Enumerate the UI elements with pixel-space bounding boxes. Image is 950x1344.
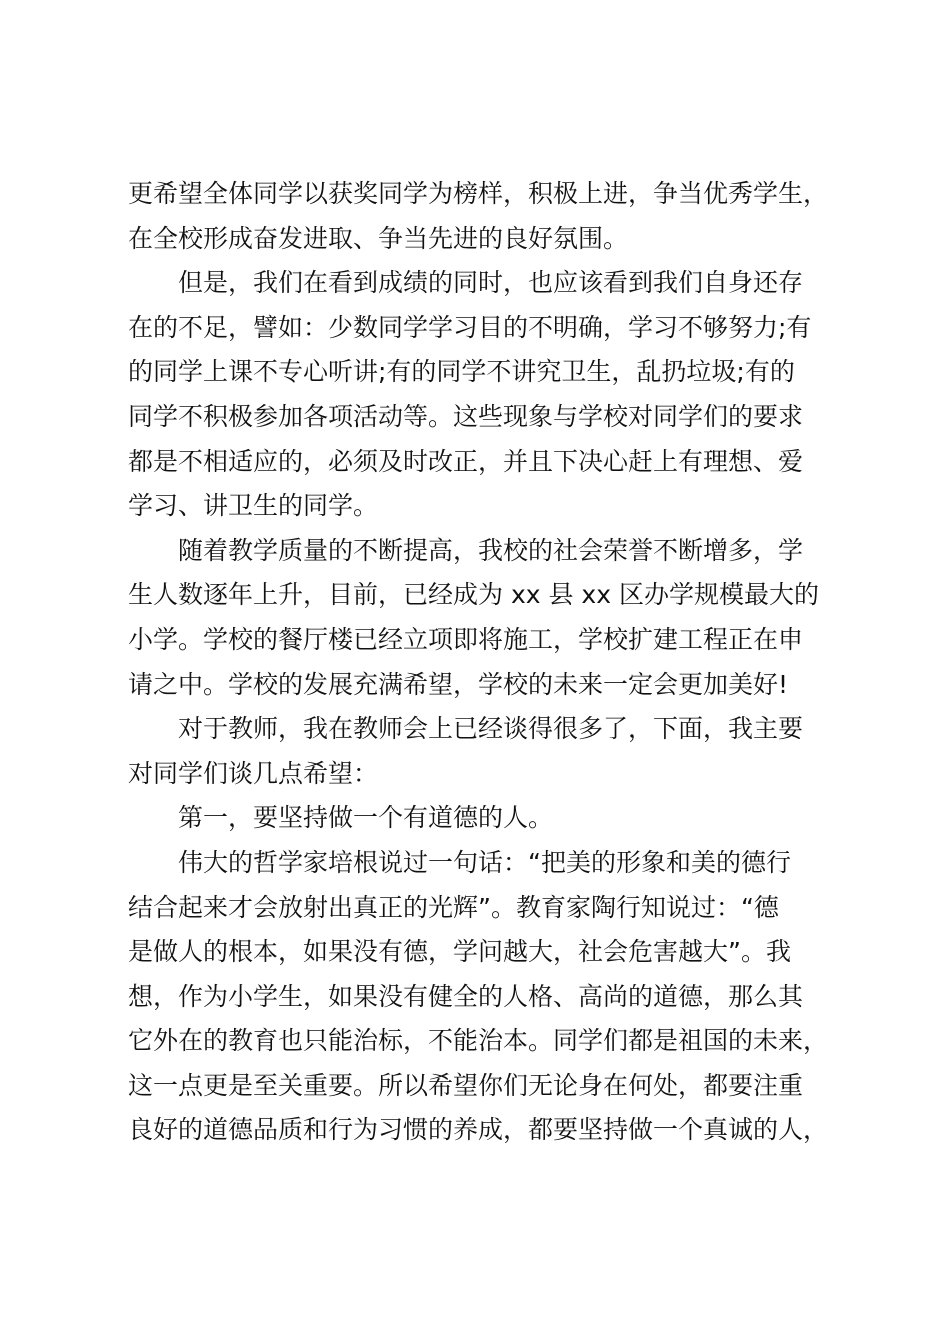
body-text <box>128 172 852 1153</box>
text-line: 学习、讲卫生的同学。 <box>128 491 379 521</box>
text-line: 随着教学质量的不断提高，我校的社会荣誉不断增多，学 <box>178 535 804 565</box>
text-line: 它外在的教育也只能治标，不能治本。同学们都是祖国的未来， <box>128 1026 829 1056</box>
text-line: 生人数逐年上升，目前，已经成为 xx 县 xx 区办学规模最大的 <box>128 580 819 610</box>
text-line: 小学。学校的餐厅楼已经立项即将施工，学校扩建工程正在申 <box>128 624 804 654</box>
text-line: 在全校形成奋发进取、争当先进的良好氛围。 <box>128 223 629 253</box>
text-line: 请之中。学校的发展充满希望，学校的未来一定会更加美好! <box>128 669 789 699</box>
text-line: 是做人的根本，如果没有德，学问越大，社会危害越大”。我 <box>128 937 791 967</box>
text-line: 都是不相适应的，必须及时改正，并且下决心赶上有理想、爱 <box>128 446 804 476</box>
text-line: 对同学们谈几点希望： <box>128 758 379 788</box>
text-line: 良好的道德品质和行为习惯的养成，都要坚持做一个真诚的人， <box>128 1115 829 1145</box>
text-line: 伟大的哲学家培根说过一句话：“把美的形象和美的德行 <box>178 847 791 877</box>
text-line: 这一点更是至关重要。所以希望你们无论身在何处，都要注重 <box>128 1070 804 1100</box>
text-line: 第一，要坚持做一个有道德的人。 <box>178 803 554 833</box>
text-line: 更希望全体同学以获奖同学为榜样，积极上进，争当优秀学生， <box>128 179 829 208</box>
text-line: 结合起来才会放射出真正的光辉”。教育家陶行知说过：“德 <box>128 892 779 922</box>
text-line: 的同学上课不专心听讲;有的同学不讲究卫生，乱扔垃圾;有的 <box>128 357 795 387</box>
text-line: 想，作为小学生，如果没有健全的人格、高尚的道德，那么其 <box>128 981 804 1011</box>
text-line: 对于教师，我在教师会上已经谈得很多了，下面，我主要 <box>178 714 804 744</box>
text-line: 在的不足，譬如：少数同学学习目的不明确，学习不够努力;有 <box>128 312 812 342</box>
text-line: 但是，我们在看到成绩的同时，也应该看到我们自身还存 <box>178 268 804 298</box>
text-line: 同学不积极参加各项活动等。这些现象与学校对同学们的要求 <box>128 401 804 431</box>
